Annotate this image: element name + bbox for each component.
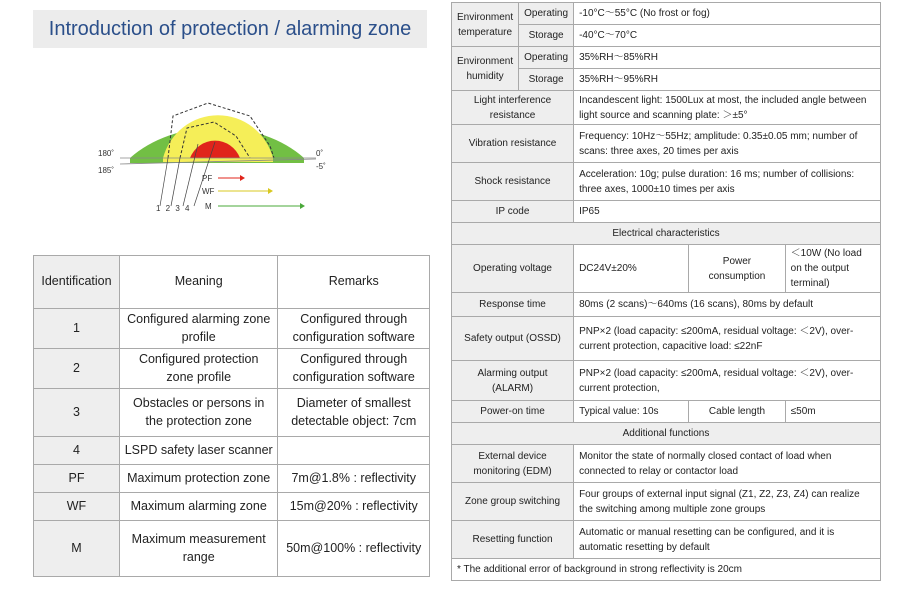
angle-180-label: 180˚ [98,149,115,158]
wf-arrowhead [268,188,273,194]
spec-row [452,401,881,423]
m-arrowhead [300,203,305,209]
row-meaning: Configured alarming zone profile [119,309,278,349]
row-meaning: Maximum alarming zone [119,493,278,521]
response-label: Response time [452,293,574,317]
shock-label: Shock resistance [452,163,574,201]
row-remarks: Configured through configuration software [278,349,430,389]
section-title: Introduction of protection / alarming zone [48,17,412,40]
spec-row [452,483,881,521]
env-hum-storage-label: Storage [519,69,574,91]
spec-row [452,163,881,201]
env-temp-storage-label: Storage [519,25,574,47]
table-row [34,493,430,521]
spec-row [452,293,881,317]
ip-value: IP65 [574,201,881,223]
pf-arrowhead [240,175,245,181]
env-hum-operating-label: Operating [519,47,574,69]
power-label: Power consumption [689,245,785,293]
row-remarks: 7m@1.8% : reflectivity [278,465,430,493]
spec-row [452,521,881,559]
ossd-value: PNP×2 (load capacity: ≤200mA, residual voltage: ＜2V), over-current protection, capacitive load: ≤22nF [574,317,881,361]
edm-value: Monitor the state of normally closed contact of load when connected to relay or contactor load [574,445,881,483]
row-id: 4 [34,437,120,465]
edm-label: External device monitoring (EDM) [452,445,574,483]
vibration-value: Frequency: 10Hz～55Hz; amplitude: 0.35±0.05 mm; number of scans: three axes, 20 times per axis [574,125,881,163]
env-hum-storage-value: 35%RH～95%RH [574,69,881,91]
angle-minus5-label: -5˚ [316,162,326,171]
ossd-label: Safety output (OSSD) [452,317,574,361]
header-remarks: Remarks [278,256,430,309]
table-row [34,349,430,389]
spec-row [452,361,881,401]
spec-row [452,91,881,125]
zone-switch-value: Four groups of external input signal (Z1, Z2, Z3, Z4) can realize the switching among multiple zone groups [574,483,881,521]
table-row [34,437,430,465]
row-remarks [278,437,430,465]
cable-value: ≤50m [785,401,880,423]
leader-line-2 [171,158,180,206]
env-temp-storage-value: -40°C～70°C [574,25,881,47]
power-value: ＜10W (No load on the output terminal) [785,245,880,293]
row-meaning: Maximum protection zone [119,465,278,493]
spec-section-row [452,223,881,245]
row-id: 2 [34,349,120,389]
env-hum-operating-value: 35%RH～85%RH [574,47,881,69]
section-title-box [33,10,427,48]
spec-row [452,201,881,223]
zone-diagram [90,58,350,218]
row-remarks: Diameter of smallest detectable object: 7cm [278,389,430,437]
spec-section-row [452,423,881,445]
reset-label: Resetting function [452,521,574,559]
reset-value: Automatic or manual resetting can be configured, and it is automatic resetting by default [574,521,881,559]
spec-footnote-row [452,559,881,581]
row-meaning: Obstacles or persons in the protection zone [119,389,278,437]
spec-table [451,2,881,581]
row-remarks: 50m@100% : reflectivity [278,521,430,577]
angle-0-label: 0˚ [316,149,324,158]
m-label: M [205,202,212,211]
zone-numbers: 1 2 3 4 [156,204,190,213]
row-id: 3 [34,389,120,437]
spec-row [452,125,881,163]
table-row [34,389,430,437]
identification-table [33,255,430,577]
row-id: M [34,521,120,577]
table-row [34,521,430,577]
table-row [34,465,430,493]
env-temp-label: Environment temperature [452,3,519,47]
electrical-header: Electrical characteristics [452,223,881,245]
pf-label: PF [202,174,213,183]
spec-row [452,3,881,25]
angle-185-label: 185˚ [98,166,115,175]
voltage-value: DC24V±20% [574,245,689,293]
table-row [34,309,430,349]
zone-switch-label: Zone group switching [452,483,574,521]
light-value: Incandescent light: 1500Lux at most, the included angle between light source and scanning plate: ＞±5° [574,91,881,125]
row-id: 1 [34,309,120,349]
voltage-label: Operating voltage [452,245,574,293]
light-label: Light interference resistance [452,91,574,125]
spec-row [452,245,881,293]
poweron-label: Power-on time [452,401,574,423]
alarm-value: PNP×2 (load capacity: ≤200mA, residual voltage: ＜2V), over-current protection, [574,361,881,401]
alarm-label: Alarming output (ALARM) [452,361,574,401]
leader-line-1 [160,158,168,206]
row-id: PF [34,465,120,493]
row-remarks: Configured through configuration software [278,309,430,349]
env-hum-label: Environment humidity [452,47,519,91]
poweron-value: Typical value: 10s [574,401,689,423]
wf-label: WF [202,187,215,196]
env-temp-operating-value: -10°C～55°C (No frost or fog) [574,3,881,25]
ip-label: IP code [452,201,574,223]
row-meaning: Maximum measurement range [119,521,278,577]
shock-value: Acceleration: 10g; pulse duration: 16 ms; number of collisions: three axes, 1000±10 times per axis [574,163,881,201]
footnote: * The additional error of background in strong reflectivity is 20cm [452,559,881,581]
spec-row [452,445,881,483]
row-remarks: 15m@20% : reflectivity [278,493,430,521]
row-id: WF [34,493,120,521]
row-meaning: LSPD safety laser scanner [119,437,278,465]
additional-header: Additional functions [452,423,881,445]
vibration-label: Vibration resistance [452,125,574,163]
cable-label: Cable length [689,401,785,423]
spec-row [452,317,881,361]
header-meaning: Meaning [119,256,278,309]
row-meaning: Configured protection zone profile [119,349,278,389]
env-temp-operating-label: Operating [519,3,574,25]
header-identification: Identification [34,256,120,309]
table-header-row [34,256,430,309]
response-value: 80ms (2 scans)～640ms (16 scans), 80ms by default [574,293,881,317]
spec-row [452,47,881,69]
